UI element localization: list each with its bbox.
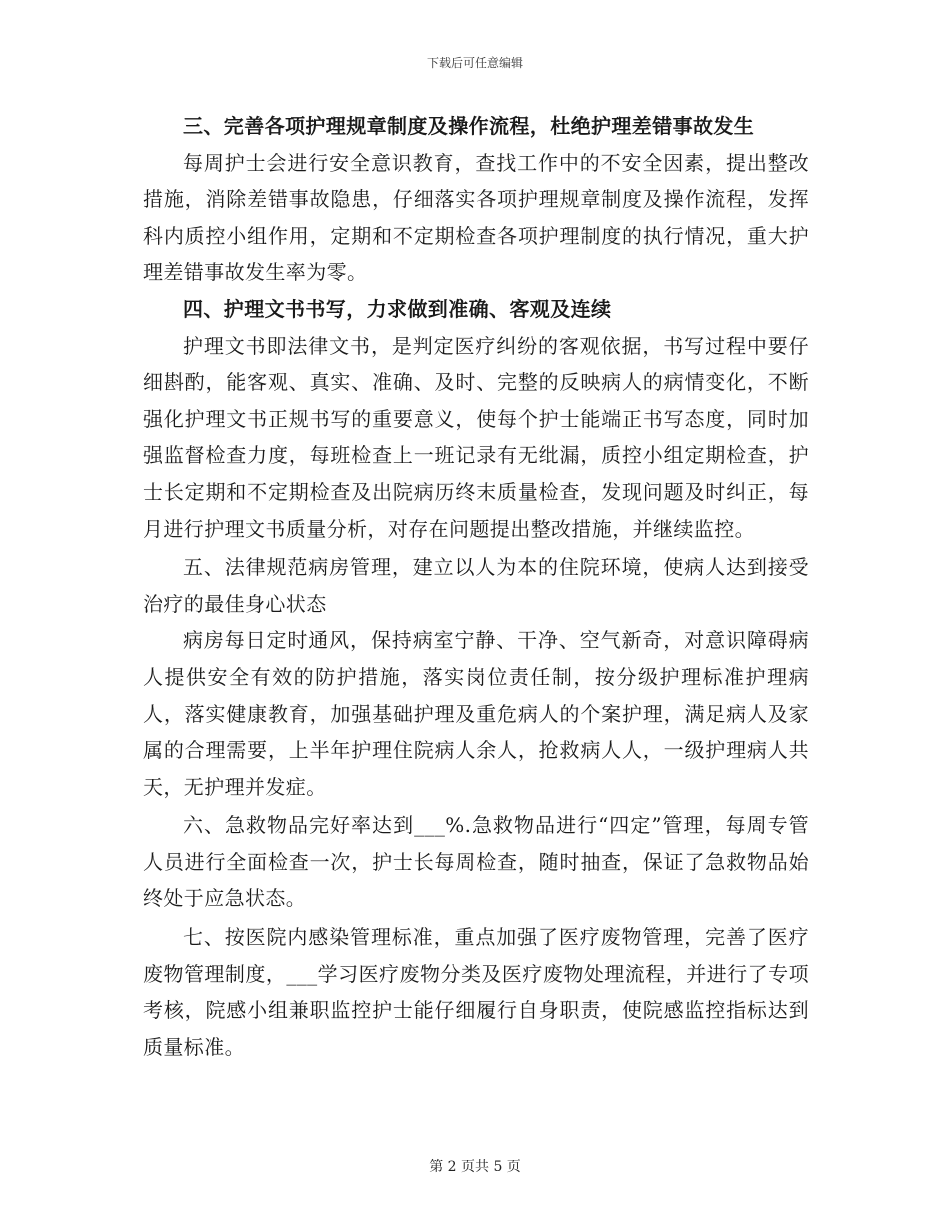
paragraph-infection-control: 七、按医院内感染管理标准，重点加强了医疗废物管理，完善了医疗废物管理制度，___学习医疗废物分类及医疗废物处理流程，并进行了专项考核，院感小组兼职监控护士能仔细履行自身职责，使院感监控指标达到质量标准。: [143, 925, 809, 1059]
paragraph-emergency-supplies: 六、急救物品完好率达到___%.急救物品进行“四定”管理，每周专管人员进行全面检查一次，护士长每周检查，随时抽查，保证了急救物品始终处于应急状态。: [143, 813, 809, 911]
section-heading-3: 三、完善各项护理规章制度及操作流程，杜绝护理差错事故发生: [183, 114, 755, 138]
paragraph-nursing-documents: 护理文书即法律文书，是判定医疗纠纷的客观依据，书写过程中要仔细斟酌，能客观、真实、准确、及时、完整的反映病人的病情变化，不断强化护理文书正规书写的重要意义，使每个护士能端正书写态度，同时加强监督检查力度，每班检查上一班记录有无纰漏，质控小组定期检查，护士长定期和不定期检查及出院病历终末质量检查，发现问题及时纠正，每月进行护理文书质量分析，对存在问题提出整改措施，并继续监控。: [143, 333, 809, 541]
page-footer: 第 2 页共 5 页: [429, 1159, 521, 1175]
document-body: [143, 108, 809, 1065]
section-heading-4: 四、护理文书书写，力求做到准确、客观及连续: [183, 296, 612, 321]
page-header: 下载后可任意编辑: [426, 56, 523, 70]
section-heading-5: 五、法律规范病房管理，建立以人为本的住院环境，使病人达到接受治疗的最佳身心状态: [143, 555, 809, 616]
paragraph-safety-education: 每周护士会进行安全意识教育，查找工作中的不安全因素，提出整改措施，消除差错事故隐患，仔细落实各项护理规章制度及操作流程，发挥科内质控小组作用，定期和不定期检查各项护理制度的执行情况，重大护理差错事故发生率为零。: [143, 150, 809, 285]
paragraph-ward-management: 病房每日定时通风，保持病室宁静、干净、空气新奇，对意识障碍病人提供安全有效的防护措施，落实岗位责任制，按分级护理标准护理病人，落实健康教育，加强基础护理及重危病人的个案护理，满足病人及家属的合理需要，上半年护理住院病人余人，抢救病人人，一级护理病人共天，无护理并发症。: [143, 628, 809, 799]
